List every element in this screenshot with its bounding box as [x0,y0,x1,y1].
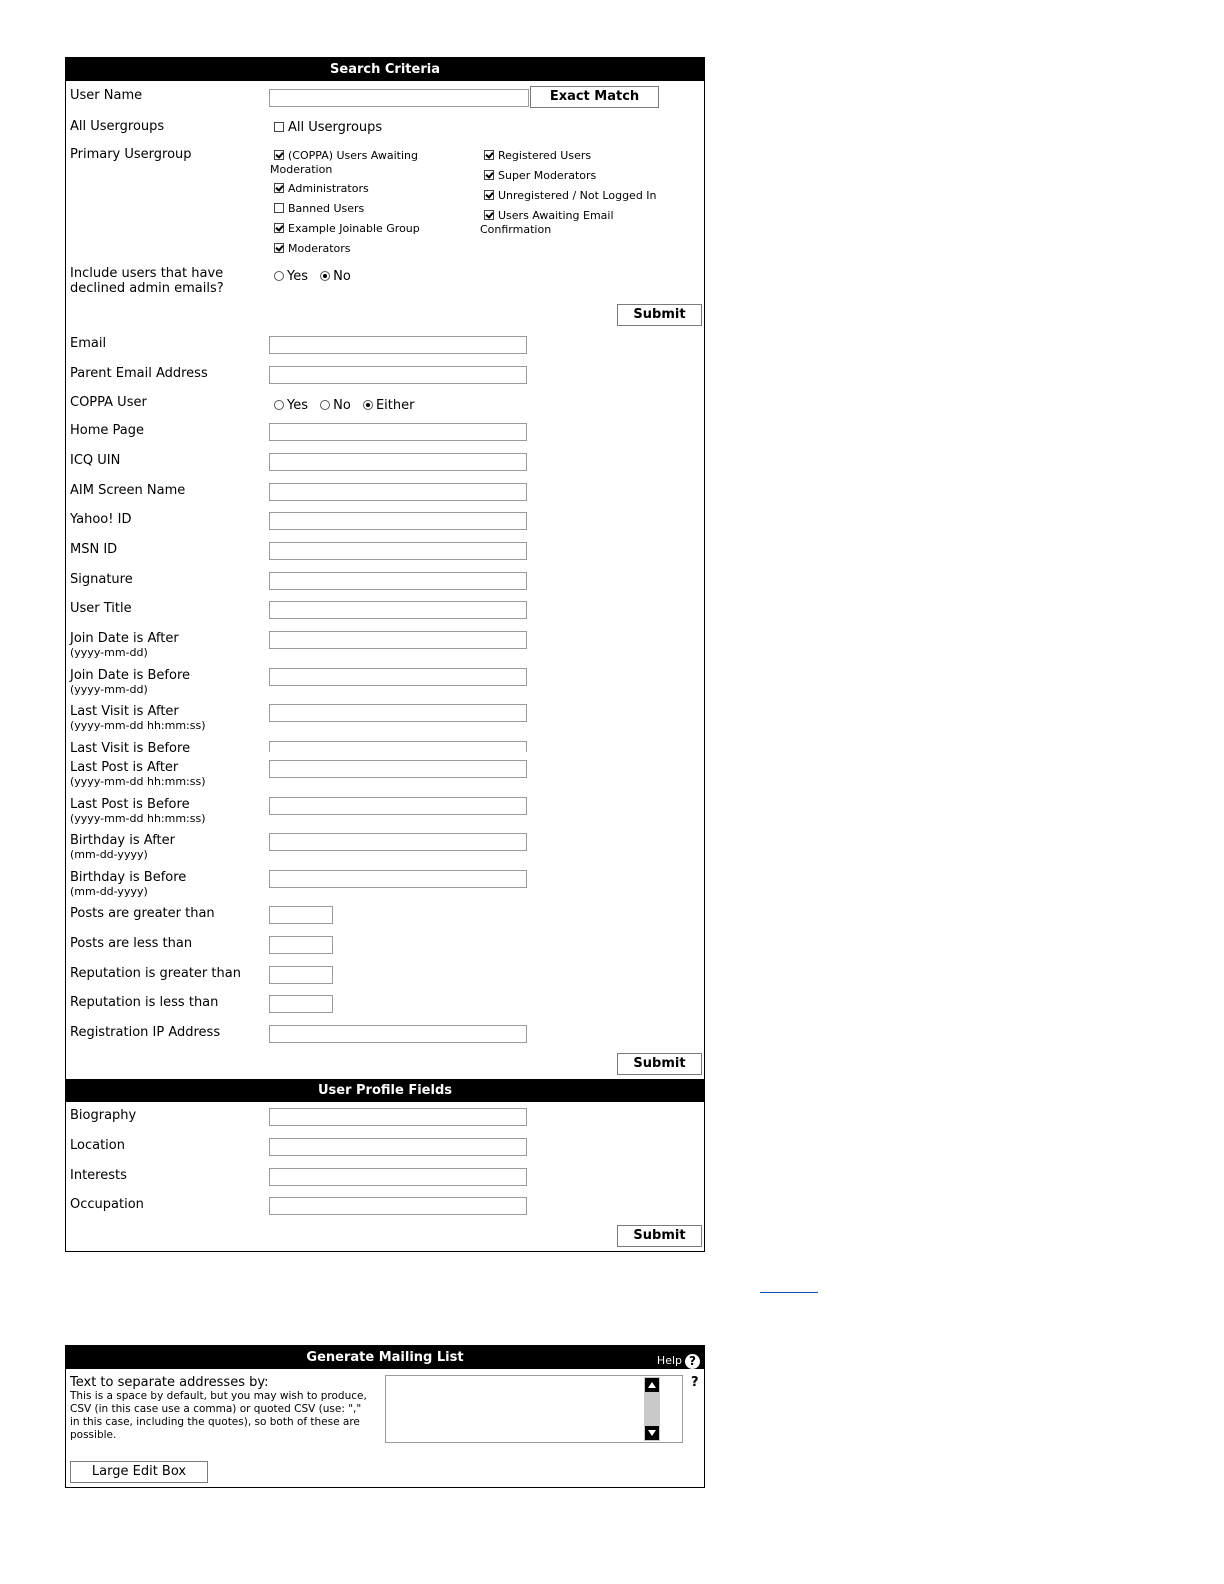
separator-label [70,1376,370,1442]
join-before-text: Join Date is Before [70,668,190,683]
bday-after-text: Birthday is After [70,833,175,848]
separator-description: This is a space by default, but you may wish to produce, CSV (in this case use a comma) or quoted CSV (use: "," in this case, including the quotes), so both of these are possible. [70,1390,367,1441]
group-label: Moderators [288,242,351,255]
group-label: (COPPA) Users Awaiting [288,149,419,162]
search-criteria-header [66,58,704,81]
declined-emails-label-line2: declined admin emails? [70,281,224,296]
submit-button-1[interactable]: Submit [617,304,702,326]
join-after-format: (yyyy-mm-dd) [70,646,148,659]
help-label: Help [656,1354,682,1367]
primary-usergroup-label: Primary Usergroup [70,147,192,162]
search-criteria-panel [65,57,705,1252]
coppa-no-option[interactable] [320,398,351,413]
email-label: Email [70,336,107,351]
checkbox-icon[interactable] [274,122,284,132]
all-usergroups-checkbox-label: All Usergroups [288,120,383,135]
bday-before-label [70,870,186,898]
help-link[interactable] [657,1349,700,1373]
visit-after-text: Last Visit is After [70,704,179,719]
home-page-label: Home Page [70,423,144,438]
group-checkbox-example-joinable[interactable] [274,222,420,236]
interests-label: Interests [70,1168,127,1183]
icq-input[interactable] [269,453,527,471]
no-label: No [333,269,351,284]
posts-lt-input[interactable] [269,936,333,954]
submit-button-3[interactable]: Submit [617,1225,702,1247]
bday-after-input[interactable] [269,833,527,851]
signature-label: Signature [70,572,133,587]
reg-ip-input[interactable] [269,1025,527,1043]
join-before-input[interactable] [269,668,527,686]
join-after-input[interactable] [269,631,527,649]
visit-before-input[interactable] [269,741,527,752]
msn-label: MSN ID [70,542,118,557]
bday-after-format: (mm-dd-yyyy) [70,848,148,861]
visit-after-format: (yyyy-mm-dd hh:mm:ss) [70,719,206,732]
group-checkbox-coppa[interactable] [270,149,470,177]
coppa-yes-option[interactable] [274,398,308,413]
group-label: Super Moderators [498,169,597,182]
aim-label: AIM Screen Name [70,483,186,498]
declined-yes-option[interactable] [274,269,308,284]
visit-after-label [70,704,206,732]
group-checkbox-super-moderators[interactable] [484,169,596,183]
parent-email-input[interactable] [269,366,527,384]
group-label: Users Awaiting Email [498,209,614,222]
separator-textarea[interactable] [385,1375,683,1443]
group-label-cont: Moderation [270,163,333,176]
group-checkbox-awaiting-email[interactable] [480,209,680,237]
all-usergroups-checkbox[interactable] [274,121,382,135]
coppa-either-option[interactable] [363,398,415,413]
bday-before-input[interactable] [269,870,527,888]
radio-icon[interactable] [320,400,330,410]
group-checkbox-administrators[interactable] [274,182,369,196]
radio-icon[interactable] [274,271,284,281]
location-input[interactable] [269,1138,527,1156]
rep-gt-input[interactable] [269,966,333,984]
all-usergroups-label: All Usergroups [70,119,165,134]
textarea-scrollbar[interactable] [644,1377,660,1441]
reg-ip-label: Registration IP Address [70,1025,221,1040]
declined-emails-label-line1: Include users that have [70,266,224,281]
profile-fields-header [66,1079,704,1102]
post-before-input[interactable] [269,797,527,815]
declined-emails-label [70,266,224,296]
bday-before-text: Birthday is Before [70,870,187,885]
group-checkbox-banned[interactable] [274,202,364,216]
bday-before-format: (mm-dd-yyyy) [70,885,148,898]
location-label: Location [70,1138,125,1153]
group-checkbox-moderators[interactable] [274,242,351,256]
interests-input[interactable] [269,1168,527,1186]
either-label: Either [375,398,415,413]
scroll-up-icon[interactable] [645,1378,659,1392]
join-after-label [70,631,179,659]
field-help-icon[interactable]: ? [691,1375,699,1390]
yes-label: Yes [287,269,308,284]
separator-title: Text to separate addresses by: [70,1375,269,1390]
checkbox-checked-icon[interactable] [484,190,494,200]
submit-button-2[interactable]: Submit [617,1053,702,1075]
aim-input[interactable] [269,483,527,501]
join-before-label [70,668,190,696]
blank-link[interactable] [760,1292,818,1293]
parent-email-label: Parent Email Address [70,366,208,381]
checkbox-checked-icon[interactable] [274,150,284,160]
occupation-input[interactable] [269,1197,527,1215]
post-before-text: Last Post is Before [70,797,190,812]
join-before-format: (yyyy-mm-dd) [70,683,148,696]
user-title-label: User Title [70,601,132,616]
post-after-input[interactable] [269,760,527,778]
exact-match-button[interactable]: Exact Match [530,86,659,108]
group-label: Registered Users [498,149,592,162]
scroll-down-icon[interactable] [645,1426,659,1440]
occupation-label: Occupation [70,1197,144,1212]
email-input[interactable] [269,336,527,354]
mailing-list-panel [65,1345,705,1488]
post-after-label [70,760,206,788]
mailing-list-title: Generate Mailing List [306,1350,464,1365]
checkbox-checked-icon[interactable] [484,210,494,220]
biography-label: Biography [70,1108,137,1123]
checkbox-checked-icon[interactable] [484,150,494,160]
mailing-list-header [66,1346,704,1369]
help-circle-icon[interactable]: ? [685,1354,700,1369]
search-criteria-title: Search Criteria [330,62,440,77]
post-after-format: (yyyy-mm-dd hh:mm:ss) [70,775,206,788]
home-page-input[interactable] [269,423,527,441]
radio-selected-icon[interactable] [363,400,373,410]
checkbox-icon[interactable] [274,203,284,213]
group-label-cont: Confirmation [480,223,552,236]
group-label: Administrators [288,182,369,195]
group-checkbox-unregistered[interactable] [484,189,657,203]
posts-gt-input[interactable] [269,906,333,924]
declined-no-option[interactable] [320,269,351,284]
declined-emails-radio-group [274,269,359,284]
radio-icon[interactable] [274,400,284,410]
checkbox-checked-icon[interactable] [484,170,494,180]
post-before-label [70,797,206,825]
rep-lt-label: Reputation is less than [70,995,219,1010]
msn-input[interactable] [269,542,527,560]
posts-lt-label: Posts are less than [70,936,193,951]
group-label: Banned Users [288,202,365,215]
user-name-label: User Name [70,88,143,103]
yes-label: Yes [287,398,308,413]
yahoo-label: Yahoo! ID [70,512,132,527]
biography-input[interactable] [269,1108,527,1126]
checkbox-checked-icon[interactable] [274,223,284,233]
yahoo-input[interactable] [269,512,527,530]
radio-selected-icon[interactable] [320,271,330,281]
post-after-text: Last Post is After [70,760,179,775]
rep-lt-input[interactable] [269,995,333,1013]
user-name-input[interactable] [269,89,529,107]
bday-after-label [70,833,175,861]
user-title-input[interactable] [269,601,527,619]
signature-input[interactable] [269,572,527,590]
profile-fields-title: User Profile Fields [317,1083,452,1098]
no-label: No [333,398,351,413]
checkbox-checked-icon[interactable] [274,183,284,193]
rep-gt-label: Reputation is greater than [70,966,241,981]
post-before-format: (yyyy-mm-dd hh:mm:ss) [70,812,206,825]
large-edit-box-button[interactable]: Large Edit Box [70,1461,208,1483]
visit-after-input[interactable] [269,704,527,722]
posts-gt-label: Posts are greater than [70,906,215,921]
icq-label: ICQ UIN [70,453,121,468]
group-label: Example Joinable Group [288,222,420,235]
visit-before-label: Last Visit is Before [70,741,191,756]
coppa-user-label: COPPA User [70,395,147,410]
checkbox-checked-icon[interactable] [274,243,284,253]
join-after-text: Join Date is After [70,631,179,646]
group-label: Unregistered / Not Logged In [498,189,657,202]
group-checkbox-registered[interactable] [484,149,591,163]
coppa-user-radio-group [274,398,422,413]
